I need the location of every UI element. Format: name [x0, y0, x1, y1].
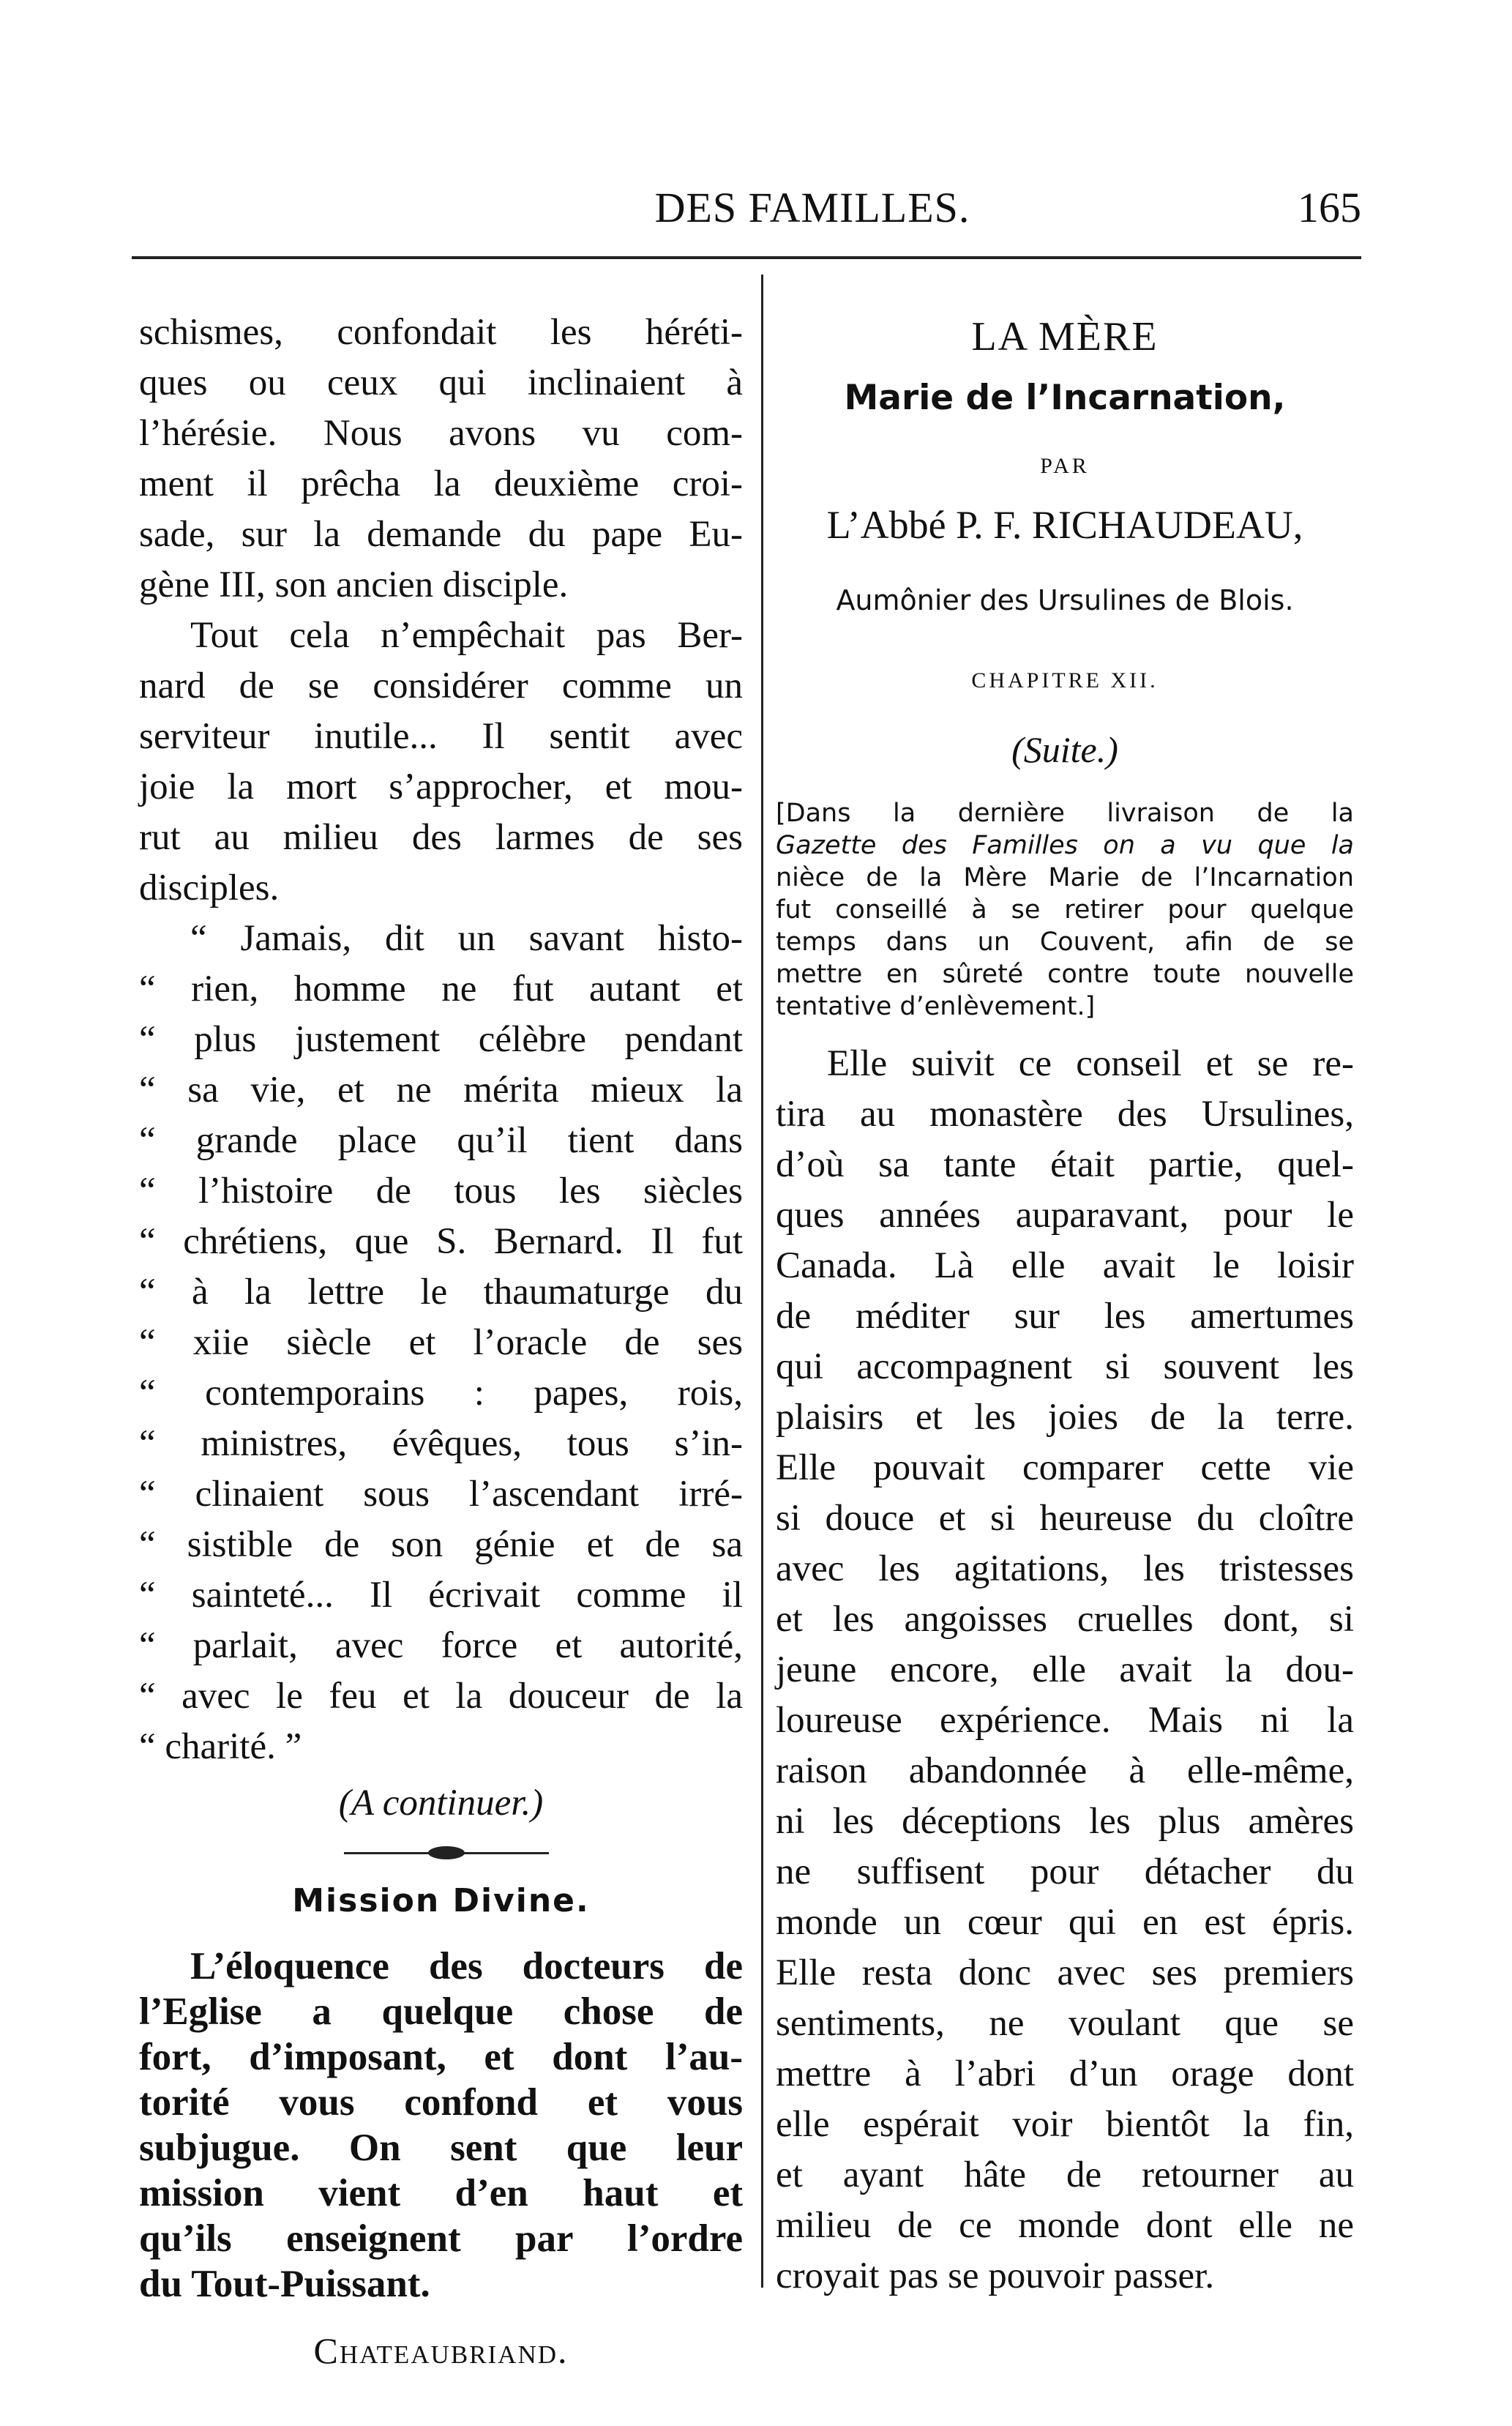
- text-line: d’où sa tante était partie, quel-: [776, 1144, 1354, 1185]
- text-line: Canada. Là elle avait le loisir: [776, 1245, 1354, 1286]
- text-line: tira au monastère des Ursulines,: [776, 1094, 1354, 1135]
- quote-line: “ clinaient sous l’ascendant irré-: [139, 1474, 743, 1515]
- author-byline: L’Abbé P. F. RICHAUDEAU,: [826, 503, 1303, 547]
- text-line: plaisirs et les joies de la terre.: [776, 1397, 1354, 1438]
- epigraph-line: mission vient d’en haut et: [139, 2172, 743, 2214]
- text-line: Elle resta donc avec ses premiers: [776, 1952, 1354, 1993]
- epigraph-line: qu’ils enseignent par l’ordre: [139, 2217, 743, 2260]
- page-number: 165: [1298, 184, 1361, 231]
- note-line: tentative d’enlèvement.]: [776, 992, 1096, 1021]
- quote-line: “ rien, homme ne fut autant et: [139, 968, 743, 1009]
- article-body: [776, 1039, 1354, 2302]
- note-line: nièce de la Mère Marie de l’Incarnation: [776, 863, 1354, 892]
- quote-line: “ contemporains : papes, rois,: [139, 1373, 743, 1414]
- header-rule: [132, 256, 1361, 259]
- text-line: Elle suivit ce conseil et se re-: [827, 1043, 1354, 1084]
- text-line: ques ou ceux qui inclinaient à: [139, 362, 743, 403]
- text-line: monde un cœur qui en est épris.: [776, 1902, 1354, 1943]
- text-line: milieu de ce monde dont elle ne: [776, 2205, 1354, 2246]
- paragraph: [139, 307, 743, 611]
- epigraph-line: L’éloquence des docteurs de: [190, 1945, 743, 1988]
- right-column: [776, 307, 1354, 2302]
- text-line: loureuse expérience. Mais ni la: [776, 1700, 1354, 1741]
- continuation-label: (Suite.): [1011, 729, 1118, 770]
- quote-line: “ sa vie, et ne mérita mieux la: [139, 1070, 743, 1111]
- text-line: raison abandonnée à elle-même,: [776, 1750, 1354, 1791]
- article-subtitle: Marie de l’Incarnation,: [844, 378, 1286, 418]
- text-line: Elle pouvait comparer cette vie: [776, 1447, 1354, 1488]
- note-line: Gazette des Familles on a vu que la: [776, 831, 1354, 860]
- quote-line: “ plus justement célèbre pendant: [139, 1019, 743, 1060]
- running-title: DES FAMILLES.: [654, 184, 970, 231]
- quote-line: “ sistible de son génie et de sa: [139, 1524, 743, 1565]
- text-line: jeune encore, elle avait la dou-: [776, 1649, 1354, 1690]
- text-line: elle espérait voir bientôt la fin,: [776, 2104, 1354, 2145]
- text-line: sade, sur la demande du pape Eu-: [139, 514, 743, 555]
- text-line: serviteur inutile... Il sentit avec: [139, 716, 743, 757]
- paragraph: [139, 611, 743, 914]
- note-line: [Dans la dernière livraison de la: [776, 799, 1354, 828]
- text-line: rut au milieu des larmes de ses: [139, 817, 743, 858]
- section-title: Mission Divine.: [292, 1882, 590, 1919]
- epigraph-line: subjugue. On sent que leur: [139, 2127, 743, 2169]
- text-line: qui accompagnent si souvent les: [776, 1346, 1354, 1387]
- text-line: l’hérésie. Nous avons vu com-: [139, 413, 743, 454]
- text-line: ment il prêcha la deuxième croi-: [139, 463, 743, 504]
- text-line: gène III, son ancien disciple.: [139, 564, 569, 605]
- ornamental-rule: [139, 1839, 743, 1868]
- text-line: mettre à l’abri d’un orage dont: [776, 2053, 1354, 2094]
- article-title: LA MÈRE: [971, 314, 1159, 359]
- left-column: [139, 307, 743, 2376]
- quote-line: “ grande place qu’il tient dans: [139, 1120, 743, 1161]
- editorial-note: [776, 797, 1354, 1023]
- epigraph-line: l’Eglise a quelque chose de: [139, 1990, 743, 2033]
- text-line: sentiments, ne voulant que se: [776, 2003, 1354, 2044]
- text-line: de méditer sur les amertumes: [776, 1296, 1354, 1337]
- page-header: [132, 183, 1361, 242]
- text-line: avec les agitations, les tristesses: [776, 1548, 1354, 1589]
- text-line: et ayant hâte de retourner au: [776, 2154, 1354, 2195]
- epigraph-line: fort, d’imposant, et dont l’au-: [139, 2036, 743, 2078]
- text-line: ques années auparavant, pour le: [776, 1195, 1354, 1236]
- note-line: temps dans un Couvent, afin de se: [776, 928, 1354, 957]
- epigraph-author: Chateaubriand.: [313, 2330, 569, 2371]
- note-line: fut conseillé à se retirer pour quelque: [776, 895, 1354, 925]
- text-line: et les angoisses cruelles dont, si: [776, 1599, 1354, 1640]
- quote-line: “ Jamais, dit un savant histo-: [190, 918, 743, 959]
- text-line: Tout cela n’empêchait pas Ber-: [190, 615, 743, 656]
- text-line: joie la mort s’approcher, et mou-: [139, 766, 743, 807]
- text-line: ni les déceptions les plus amères: [776, 1801, 1354, 1842]
- text-line: disciples.: [139, 867, 280, 908]
- column-divider: [761, 275, 763, 2288]
- quote-line: “ chrétiens, que S. Bernard. Il fut: [139, 1221, 743, 1262]
- to-be-continued: (A continuer.): [338, 1783, 544, 1824]
- epigraph: [139, 1944, 743, 2307]
- text-line: ne suffisent pour détacher du: [776, 1851, 1354, 1892]
- quote-line: “ l’histoire de tous les siècles: [139, 1171, 743, 1212]
- quote-line: “ avec le feu et la douceur de la: [139, 1676, 743, 1717]
- par-label: PAR: [1040, 454, 1090, 478]
- text-line: schismes, confondait les héréti-: [139, 312, 743, 353]
- note-line: mettre en sûreté contre toute nouvelle: [776, 960, 1354, 989]
- quote-line: “ charité. ”: [139, 1726, 302, 1767]
- quotation: [139, 914, 743, 1772]
- chapter-heading: CHAPITRE XII.: [971, 668, 1159, 693]
- text-line: nard de se considérer comme un: [139, 665, 743, 706]
- quote-line: “ à la lettre le thaumaturge du: [139, 1272, 743, 1313]
- quote-line: “ ministres, évêques, tous s’in-: [139, 1423, 743, 1464]
- text-line: croyait pas se pouvoir passer.: [776, 2255, 1215, 2296]
- quote-line: “ parlait, avec force et autorité,: [139, 1625, 743, 1666]
- quote-line: “ xiie siècle et l’oracle de ses: [139, 1322, 743, 1363]
- text-line: si douce et si heureuse du cloître: [776, 1498, 1354, 1539]
- author-office: Aumônier des Ursulines de Blois.: [836, 584, 1294, 616]
- quote-line: “ sainteté... Il écrivait comme il: [139, 1575, 743, 1616]
- epigraph-line: du Tout-Puissant.: [139, 2263, 430, 2305]
- epigraph-line: torité vous confond et vous: [139, 2081, 743, 2124]
